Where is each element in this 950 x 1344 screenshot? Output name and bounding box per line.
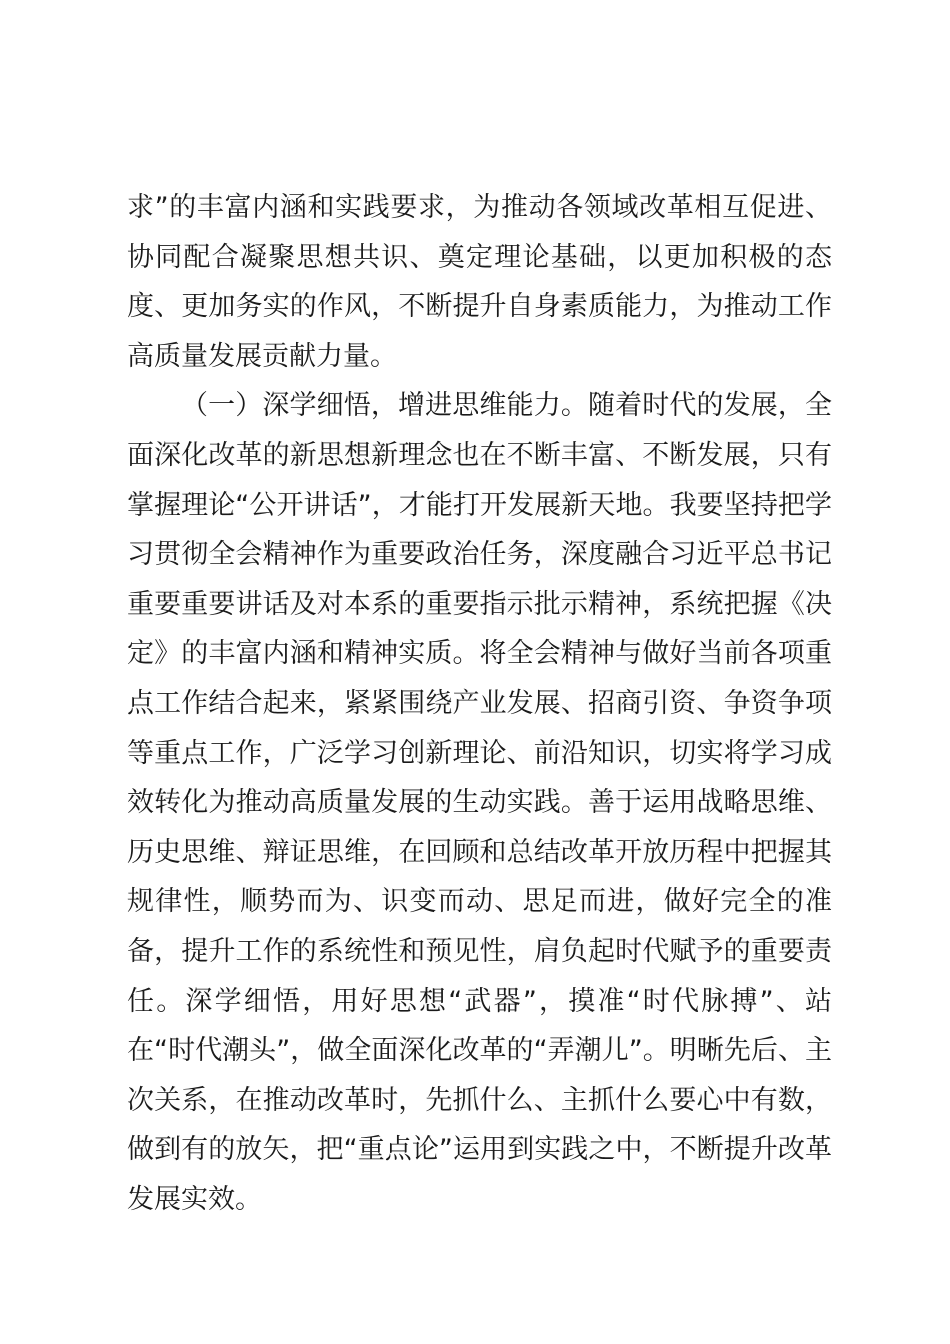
body-text (127, 183, 832, 1224)
paragraph-continuation: 求”的丰富内涵和实践要求，为推动各领域改革相互促进、协同配合凝聚思想共识、奠定理论基础，以更加积极的态度、更加务实的作风，不断提升自身素质能力，为推动工作高质量发展贡献力量。 (127, 192, 832, 372)
paragraph-section-one: （一）深学细悟，增进思维能力。随着时代的发展，全面深化改革的新思想新理念也在不断丰富、不断发展，只有掌握理论“公开讲话”，才能打开发展新天地。我要坚持把学习贯彻全会精神作为重要政治任务，深度融合习近平总书记重要重要讲话及对本系的重要指示批示精神，系统把握《决定》的丰富内涵和精神实质。将全会精神与做好当前各项重点工作结合起来，紧紧围绕产业发展、招商引资、争资争项等重点工作，广泛学习创新理论、前沿知识，切实将学习成效转化为推动高质量发展的生动实践。善于运用战略思维、历史思维、辩证思维，在回顾和总结改革开放历程中把握其规律性，顺势而为、识变而动、思足而进，做好完全的准备，提升工作的系统性和预见性，肩负起时代赋予的重要责任。深学细悟，用好思想“武器”，摸准“时代脉搏”、站在“时代潮头”，做全面深化改革的“弄潮儿”。明晰先后、主次关系，在推动改革时，先抓什么、主抓什么要心中有数，做到有的放矢，把“重点论”运用到实践之中，不断提升改革发展实效。 (127, 390, 832, 1215)
